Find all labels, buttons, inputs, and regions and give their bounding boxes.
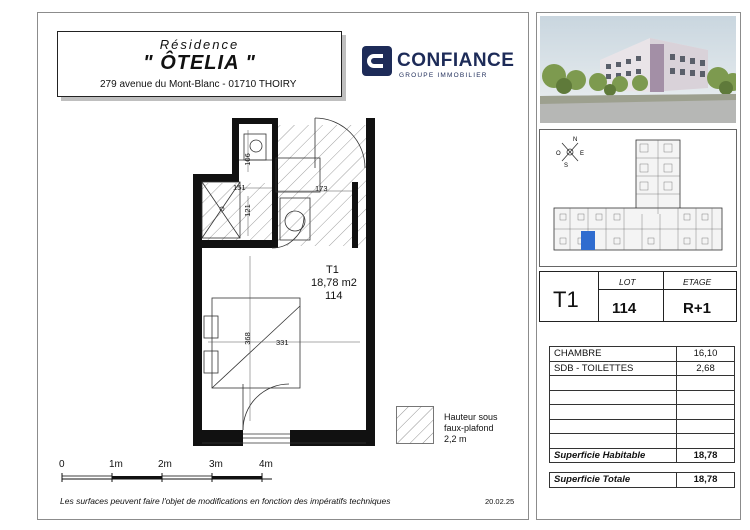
table-row [550,376,735,391]
logo-subtitle: GROUPE IMMOBILIER [399,72,488,79]
table-row [550,434,735,449]
disclaimer: Les surfaces peuvent faire l'objet de modifications en fonction des impératifs techniques [60,496,391,506]
dim-331: 331 [276,338,289,347]
room-type: T1 [326,264,339,276]
table-row [550,390,735,405]
scale-1m: 1m [109,459,123,470]
logo-name: CONFIANCE [397,50,515,71]
compass-s: S [564,163,569,169]
totale-value: 18,78 [677,473,735,488]
table-row [550,405,735,420]
plan-date: 20.02.25 [485,497,515,506]
room-value-chambre: 16,10 [677,347,735,362]
etage-value: R+1 [683,300,711,317]
lot-value: 114 [612,300,637,317]
confiance-logo-icon [362,46,392,76]
dim-106: 106 [242,153,252,166]
highlighted-lot [581,231,595,250]
room-label-sdb: SDB - TOILETTES [550,361,677,376]
compass-n: N [573,137,578,143]
etage-label: ETAGE [683,277,712,287]
room-value-sdb: 2,68 [677,361,735,376]
building-photo [540,16,736,123]
lot-type: T1 [553,287,579,312]
dim-151: 151 [233,183,246,192]
totale-row [550,473,735,488]
dim-173: 173 [315,184,328,193]
residence-name: " ÔTELIA " [143,52,256,74]
room-label-chambre: CHAMBRE [550,347,677,362]
legend-line1: Hauteur sous [444,412,498,422]
address: 279 avenue du Mont-Blanc - 01710 THOIRY [100,79,297,90]
scale-3m: 3m [209,459,223,470]
habitable-row [550,448,735,463]
legend-hatch-icon [396,406,434,444]
legend-line3: 2,2 m [444,434,467,444]
habitable-value: 18,78 [677,448,735,463]
room-area: 18,78 m2 [311,277,357,289]
legend-text [444,412,514,445]
compass-icon [562,143,578,161]
habitable-label: Superficie Habitable [550,448,677,463]
scale-4m: 4m [259,459,273,470]
compass-o: O [556,151,561,157]
dim-121: 121 [242,204,252,217]
table-row [550,419,735,434]
scale-2m: 2m [158,459,172,470]
surface-table [549,346,735,488]
totale-label: Superficie Totale [550,473,677,488]
table-row [550,347,735,362]
dim-368: 368 [242,332,252,345]
lot-label: LOT [619,277,636,287]
legend-line2: faux-plafond [444,423,494,433]
table-row [550,361,735,376]
scale-0: 0 [59,459,65,470]
compass-e: E [580,151,585,157]
room-lot: 114 [325,290,343,302]
scale-bar [55,470,285,484]
site-plan [540,130,736,266]
residence-label: Résidence [159,37,240,52]
